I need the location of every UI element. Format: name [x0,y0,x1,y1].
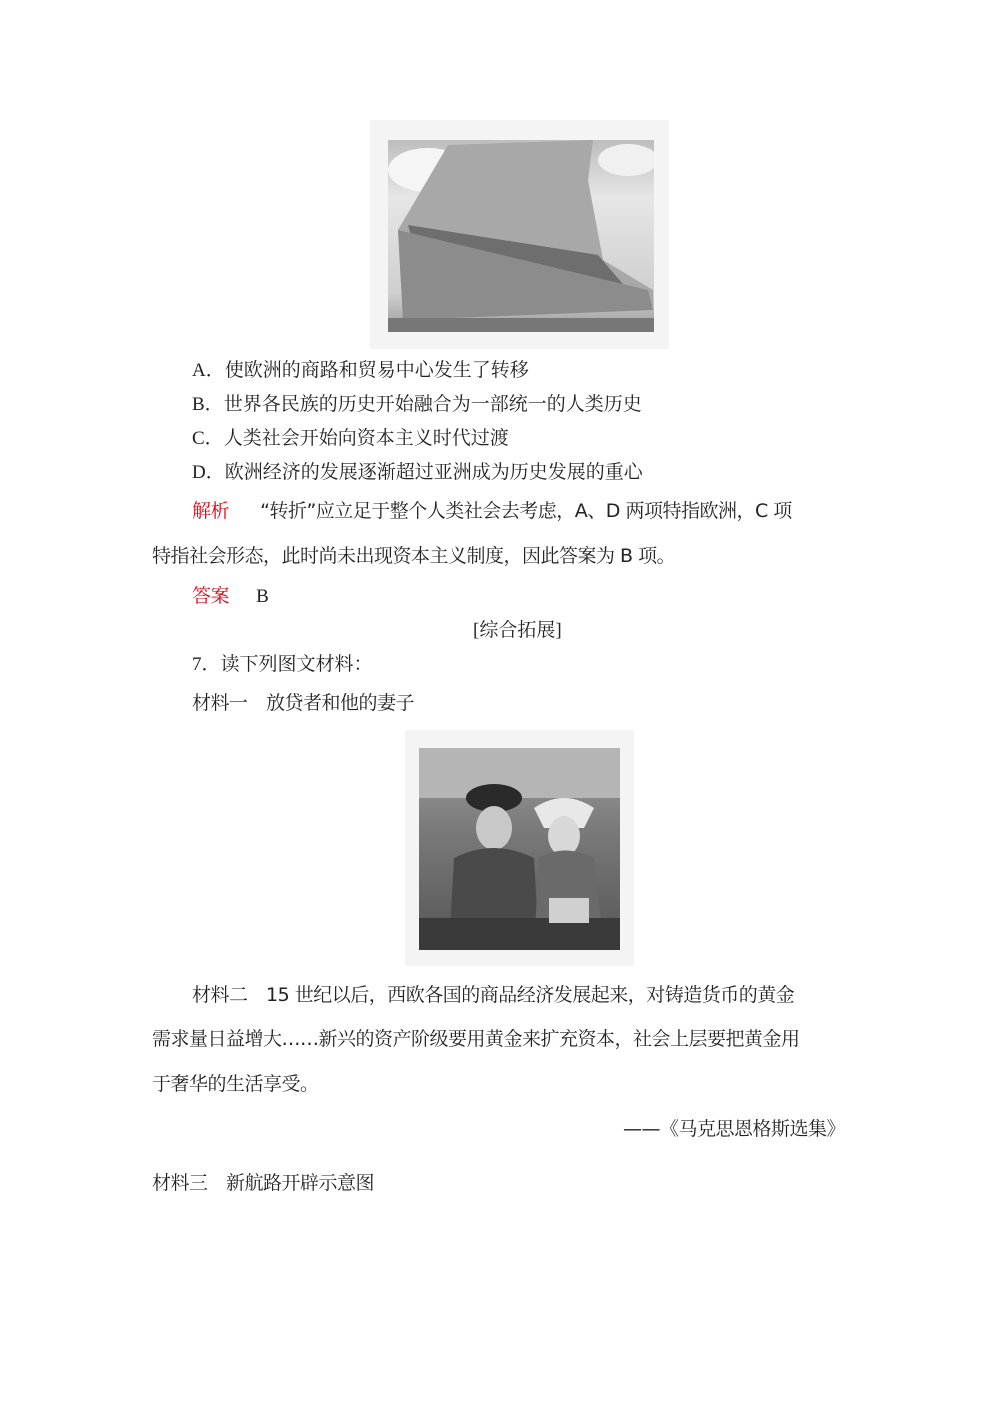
material-1-title: 材料一 放贷者和他的妻子 [192,692,415,714]
monument-illustration [388,140,654,332]
analysis-line-2: 特指社会形态，此时尚未出现资本主义制度，因此答案为 B 项。 [152,545,676,567]
material-3-title: 材料三 新航路开辟示意图 [152,1172,375,1194]
option-letter: B． [192,394,224,415]
analysis-label: 解析 [192,500,230,522]
option-text: 欧洲经济的发展逐渐超过亚洲成为历史发展的重心 [224,462,643,483]
option-text: 使欧洲的商路和贸易中心发生了转移 [224,360,529,381]
answer-value: B [256,586,269,607]
option-d [192,463,643,482]
answer-line [192,587,268,606]
option-a [192,361,529,380]
monument-photo [370,120,669,349]
material-2-line-3: 于奢华的生活享受。 [152,1073,319,1095]
option-text: 世界各民族的历史开始融合为一部统一的人类历史 [223,394,642,415]
moneylender-painting [405,730,634,966]
analysis-line-1 [192,502,792,521]
option-letter: A． [192,360,225,381]
material-2-line-2: 需求量日益增大……新兴的资产阶级要用黄金来扩充资本，社会上层要把黄金用 [152,1028,800,1050]
option-c [192,429,509,448]
option-b [192,395,642,414]
option-letter: D． [192,462,225,483]
section-heading: [综合拓展] [473,620,562,641]
question-7-stem: 7．读下列图文材料： [192,654,373,675]
painting-illustration [419,748,620,950]
material-2-source: ——《马克思恩格斯选集》 [622,1118,845,1140]
option-text: 人类社会开始向资本主义时代过渡 [223,428,509,449]
analysis-text: “转折”应立足于整个人类社会去考虑，A、D 两项特指欧洲，C 项 [260,500,792,522]
material-2-line-1: 材料二 15 世纪以后，西欧各国的商品经济发展起来，对铸造货币的黄金 [192,984,795,1006]
answer-label: 答案 [192,585,230,607]
option-letter: C． [192,428,224,449]
